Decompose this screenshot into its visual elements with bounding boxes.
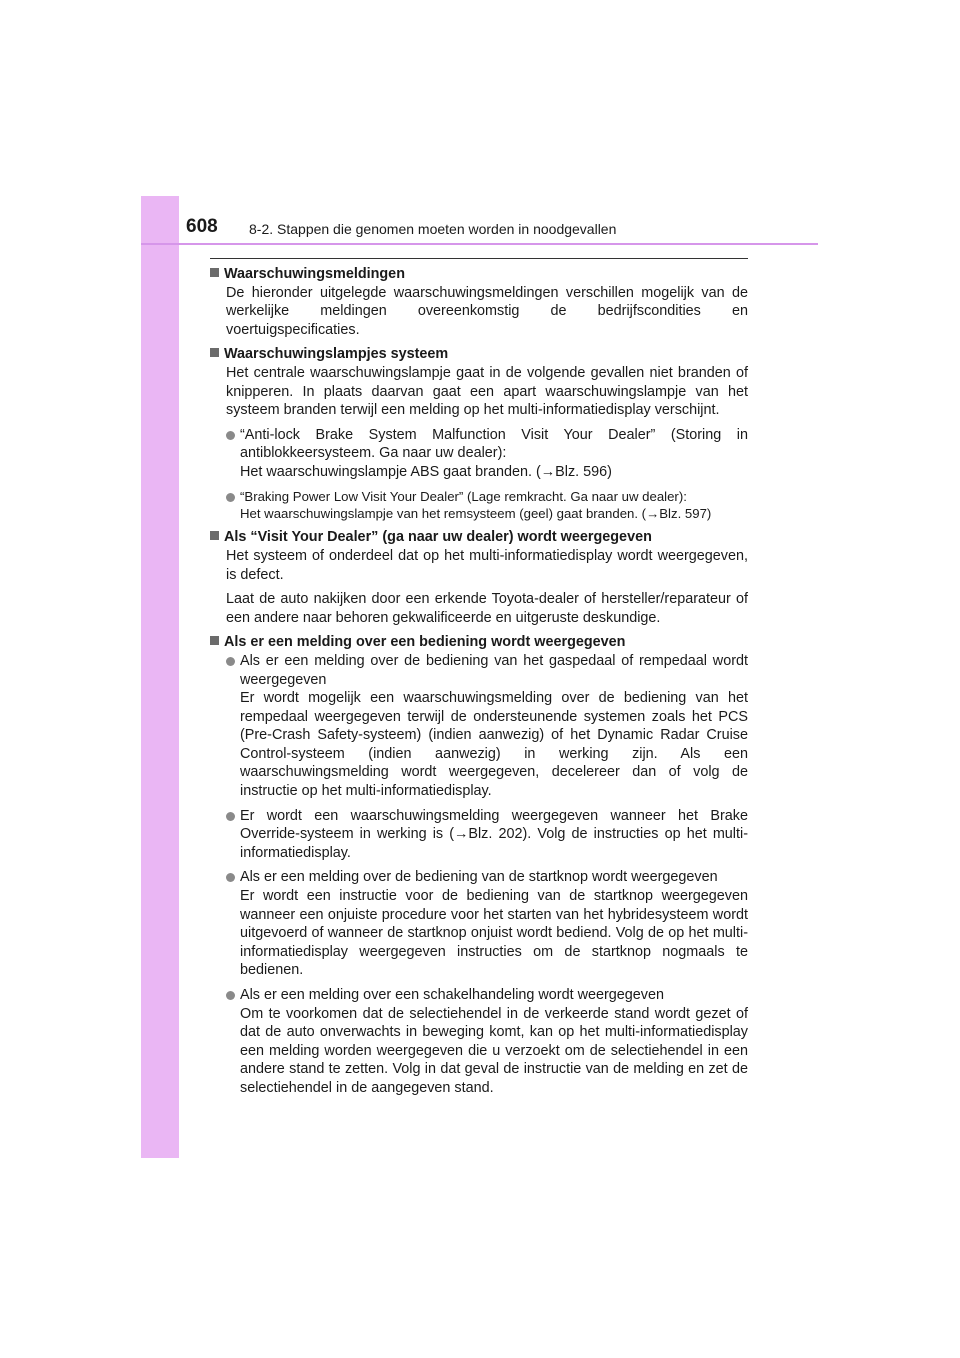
list-item-body: Het waarschuwingslampje van het remsysteem (geel) gaat branden. (→Blz. 597) [240, 505, 712, 521]
section-heading [210, 633, 748, 652]
list-item-text [240, 807, 748, 863]
list-item-text [240, 652, 748, 801]
section-title: Als “Visit Your Dealer” (ga naar uw dealer) wordt weergegeven [224, 529, 652, 546]
list-item-lead: “Braking Power Low Visit Your Dealer” (Lage remkracht. Ga naar uw dealer): [240, 488, 687, 504]
section-warning-messages [210, 265, 748, 339]
list-item [226, 986, 748, 1098]
paragraph: Het systeem of onderdeel dat op het multi-informatiedisplay wordt weergegeven, is defect. [226, 547, 748, 583]
circle-bullet-icon [226, 493, 235, 502]
section-heading [210, 265, 748, 284]
square-bullet-icon [210, 268, 219, 277]
list-item [226, 426, 748, 482]
list-item-text [240, 986, 748, 1098]
list-item-lead: Als er een melding over de bediening van het gaspedaal of rempedaal wordt weergegeven [240, 652, 748, 688]
list-item-body: Om te voorkomen dat de selectiehendel in de verkeerde stand wordt gezet of dat de auto onverwachts in beweging komt, kan op het multi-informatiedisplay een melding worden weergegeven die u verzoekt om de selectiehendel in een andere stand te zetten. Volg in dat geval de instructie van de melding en zet de selectiehendel in de aangegeven stand. [240, 1005, 748, 1096]
list-item-text [240, 868, 748, 980]
list-item [226, 807, 748, 863]
square-bullet-icon [210, 636, 219, 645]
list-item-body: Er wordt een instructie voor de bediening van de startknop weergegeven wanneer een onjuiste procedure voor het starten van het hybridesysteem wordt uitgevoerd of wanneer de startknop onjuist wordt bediend. Volg de op het multi-informatiedisplay weergegeven instructies om de startknop nogmaals te bedienen. [240, 888, 748, 979]
section-title: Waarschuwingslampjes systeem [224, 346, 449, 363]
section-heading [210, 345, 748, 364]
square-bullet-icon [210, 531, 219, 540]
section-warning-lights [210, 345, 748, 522]
list-item-lead: Als er een melding over een schakelhandeling wordt weergegeven [240, 987, 664, 1003]
chapter-title: 8-2. Stappen die genomen moeten worden in noodgevallen [249, 221, 617, 237]
section-heading [210, 528, 748, 547]
circle-bullet-icon [226, 812, 235, 821]
header-divider [141, 243, 818, 245]
circle-bullet-icon [226, 991, 235, 1000]
section-title: Waarschuwingsmeldingen [224, 266, 405, 282]
page-content [210, 265, 748, 1104]
list-item [226, 652, 748, 801]
list-item-text [240, 426, 748, 482]
list-item-lead: Als er een melding over de bediening van de startknop wordt weergegeven [240, 869, 718, 886]
circle-bullet-icon [226, 657, 235, 666]
section-operation-message [210, 633, 748, 1097]
list-item [226, 488, 748, 523]
list-item-text [240, 488, 748, 523]
section-visit-your-dealer [210, 528, 748, 627]
paragraph: Het centrale waarschuwingslampje gaat in de volgende gevallen niet branden of knipperen. In plaats daarvan gaat een apart waarschuwingslampje van het systeem branden terwijl een melding op het multi-informatiedisplay verschijnt. [226, 364, 748, 419]
page-number: 608 [186, 216, 218, 237]
paragraph: De hieronder uitgelegde waarschuwingsmeldingen verschillen mogelijk van de werkelijke meldingen overeenkomstig de bedrijfscondities en voertuigspecificaties. [226, 284, 748, 338]
circle-bullet-icon [226, 431, 235, 440]
list-item [226, 868, 748, 980]
list-item-lead: “Anti-lock Brake System Malfunction Visit Your Dealer” (Storing in antiblokkeersysteem. Ga naar uw dealer): [240, 426, 748, 462]
list-item-body: Het waarschuwingslampje ABS gaat branden. (→Blz. 596) [240, 463, 612, 480]
section-title: Als er een melding over een bediening wordt weergegeven [224, 634, 626, 651]
paragraph: Laat de auto nakijken door een erkende Toyota-dealer of hersteller/reparateur of een andere naar behoren gekwalificeerde en uitgeruste deskundige. [226, 591, 748, 626]
list-item-lead: Er wordt een waarschuwingsmelding weergegeven wanneer het Brake Override-systeem in werking is (→Blz. 202). Volg de instructies op het multi-informatiedisplay. [240, 807, 748, 861]
chapter-sidebar-tab [141, 196, 179, 1158]
list-item-body: Er wordt mogelijk een waarschuwingsmelding over de bediening van het rempedaal weergegeven terwijl de ondersteunende systemen zoals het PCS (Pre-Crash Safety-systeem) (indien aanwezig) of het Dynamic Radar Cruise Control-systeem (indien aanwezig) in werking zijn. Als een waarschuwingsmelding wordt weergegeven, decelereer dan of volg de instructie op het multi-informatiedisplay. [240, 690, 748, 800]
square-bullet-icon [210, 348, 219, 357]
content-divider [210, 258, 748, 259]
circle-bullet-icon [226, 873, 235, 882]
